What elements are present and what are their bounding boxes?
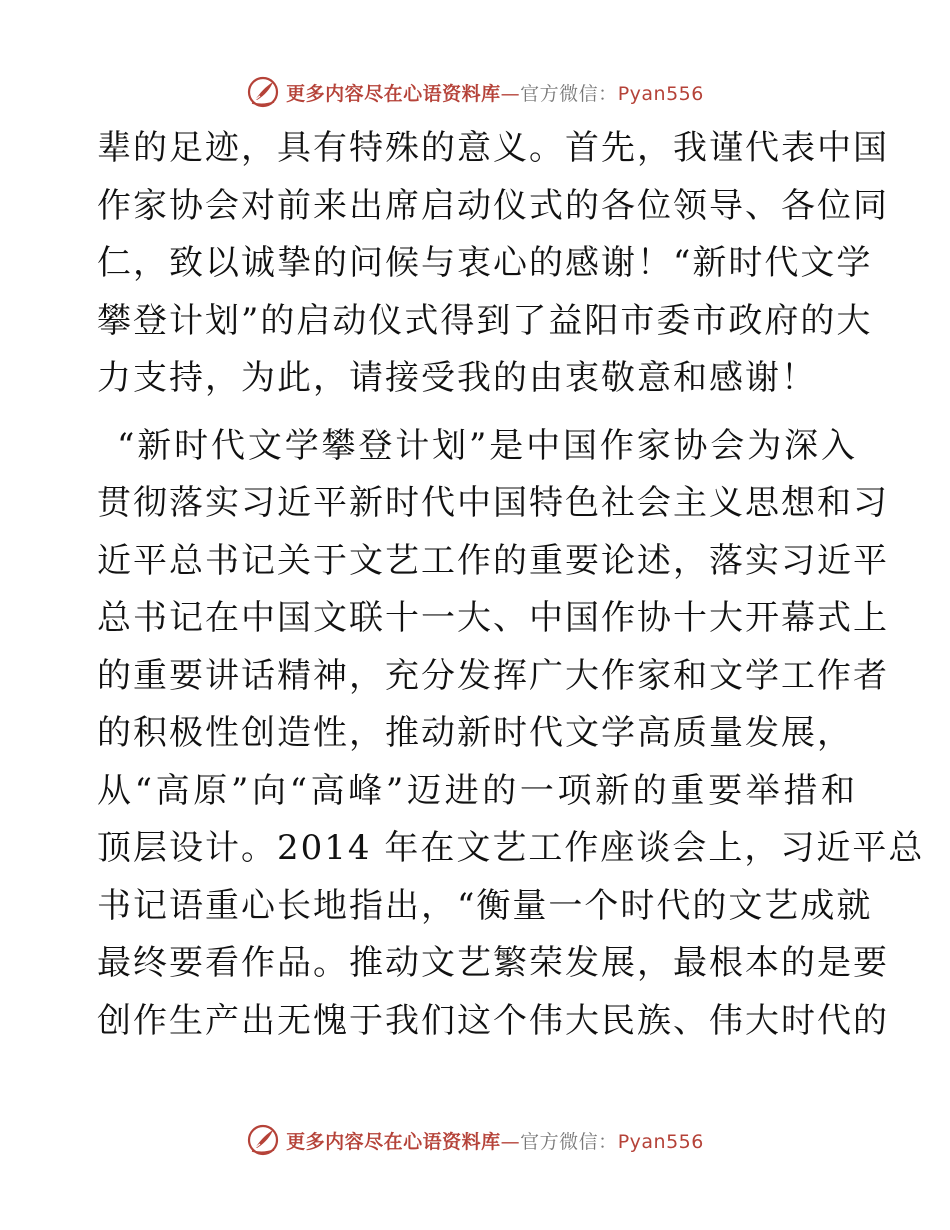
text-line: 辈的足迹，具有特殊的意义。首先，我谨代表中国 bbox=[97, 128, 889, 168]
watermark-official-label: 官方微信： bbox=[520, 82, 618, 105]
text-line: 近平总书记关于文艺工作的重要论述，落实习近平 bbox=[97, 540, 889, 581]
text-line: 贯彻落实习近平新时代中国特色社会主义思想和习 bbox=[97, 483, 889, 523]
paragraph-1 bbox=[97, 120, 889, 408]
header-watermark-banner bbox=[0, 72, 950, 112]
text-line: 作家协会对前来出席启动仪式的各位领导、各位同 bbox=[97, 185, 889, 226]
watermark-brand: 更多内容尽在心语资料库 bbox=[286, 82, 501, 105]
text-line: 总书记在中国文联十一大、中国作协十大开幕式上 bbox=[97, 598, 889, 638]
watermark-dash: — bbox=[500, 1130, 521, 1153]
text-line: 仁，致以诚挚的问候与衷心的感谢！“新时代文学 bbox=[97, 243, 873, 283]
watermark-dash: — bbox=[500, 82, 521, 105]
document-body bbox=[97, 120, 925, 1050]
text-line: 的重要讲话精神，充分发挥广大作家和文学工作者 bbox=[97, 655, 889, 696]
watermark-account: Pyan556 bbox=[617, 1130, 704, 1153]
paragraph-2 bbox=[97, 418, 925, 1051]
text-line: 力支持，为此，请接受我的由衷敬意和感谢！ bbox=[97, 358, 817, 398]
text-line: 书记语重心长地指出，“衡量一个时代的文艺成就 bbox=[97, 885, 873, 926]
footer-watermark-text bbox=[286, 1127, 704, 1154]
paragraph-gap bbox=[97, 408, 857, 418]
watermark-account: Pyan556 bbox=[617, 82, 704, 105]
text-line: 创作生产出无愧于我们这个伟大民族、伟大时代的 bbox=[97, 1000, 889, 1041]
feather-pen-logo-icon bbox=[246, 1123, 280, 1157]
text-line: 最终要看作品。推动文艺繁荣发展，最根本的是要 bbox=[97, 943, 889, 983]
watermark-official-label: 官方微信： bbox=[520, 1130, 618, 1153]
feather-pen-logo-icon bbox=[246, 75, 280, 109]
watermark-brand: 更多内容尽在心语资料库 bbox=[286, 1130, 501, 1153]
header-watermark-text bbox=[286, 79, 704, 106]
footer-watermark-banner bbox=[0, 1120, 950, 1160]
text-line: 从“高原”向“高峰”迈进的一项新的重要举措和 bbox=[97, 770, 857, 811]
text-line: 攀登计划”的启动仪式得到了益阳市委市政府的大 bbox=[97, 300, 873, 341]
text-line: 的积极性创造性，推动新时代文学高质量发展， bbox=[97, 713, 853, 753]
text-line: 顶层设计。2014 年在文艺工作座谈会上，习近平总 bbox=[97, 828, 925, 868]
text-line: “新时代文学攀登计划”是中国作家协会为深入 bbox=[117, 425, 857, 466]
